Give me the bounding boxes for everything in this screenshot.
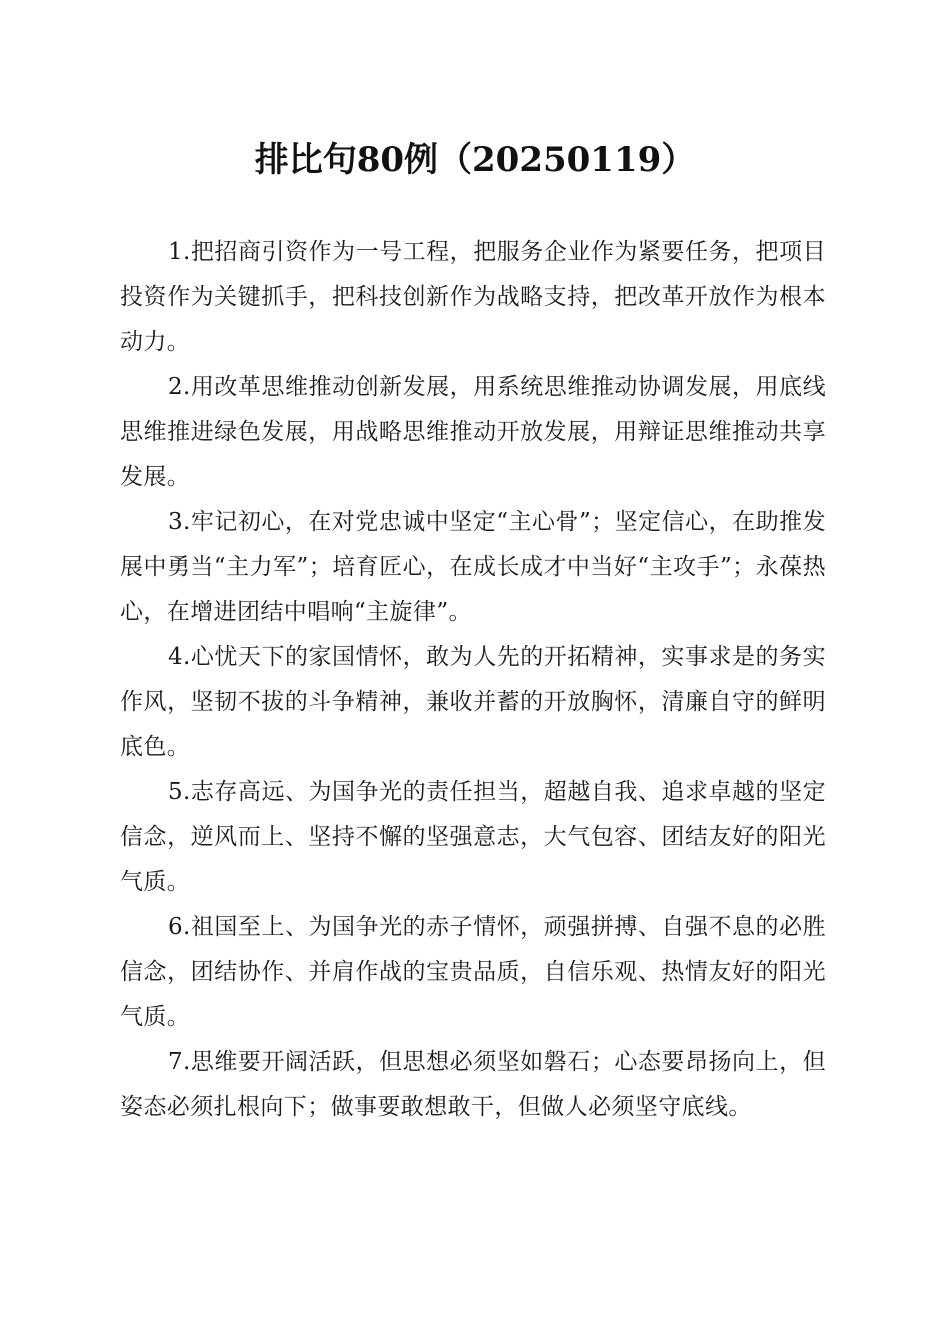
paragraph-5: 5.志存高远、为国争光的责任担当，超越自我、追求卓越的坚定信念，逆风而上、坚持不懈的坚强意志，大气包容、团结友好的阳光气质。 (120, 779, 826, 895)
paragraph-2: 2.用改革思维推动创新发展，用系统思维推动协调发展，用底线思维推进绿色发展，用战略思维推动开放发展，用辩证思维推动共享发展。 (120, 374, 826, 490)
document-title: 排比句80例（20250119） (254, 140, 696, 180)
paragraph-7: 7.思维要开阔活跃，但思想必须坚如磐石；心态要昂扬向上，但姿态必须扎根向下；做事要敢想敢干，但做人必须坚守底线。 (120, 1049, 826, 1120)
paragraph-3: 3.牢记初心，在对党忠诚中坚定“主心骨”；坚定信心，在助推发展中勇当“主力军”；培育匠心，在成长成才中当好“主攻手”；永葆热心，在增进团结中唱响“主旋律”。 (120, 509, 826, 625)
paragraph-6: 6.祖国至上、为国争光的赤子情怀，顽强拼搏、自强不息的必胜信念，团结协作、并肩作战的宝贵品质，自信乐观、热情友好的阳光气质。 (120, 914, 826, 1030)
document-body (120, 230, 826, 1130)
paragraph-4: 4.心忧天下的家国情怀，敢为人先的开拓精神，实事求是的务实作风，坚韧不拔的斗争精神，兼收并蓄的开放胸怀，清廉自守的鲜明底色。 (120, 644, 826, 760)
paragraph-1: 1.把招商引资作为一号工程，把服务企业作为紧要任务，把项目投资作为关键抓手，把科技创新作为战略支持，把改革开放作为根本动力。 (120, 239, 826, 355)
